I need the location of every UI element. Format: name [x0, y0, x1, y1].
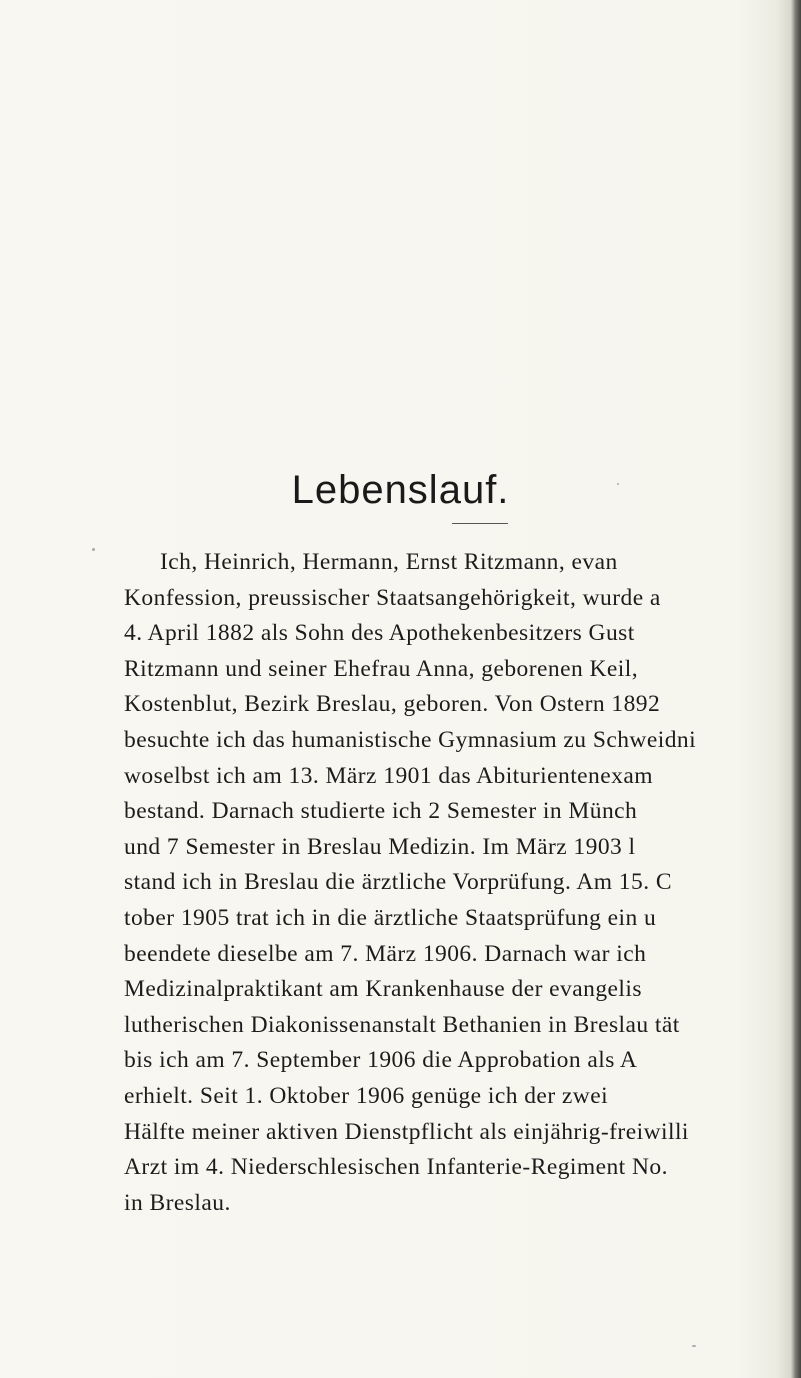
paper-speck	[692, 1345, 696, 1347]
body-line: bestand. Darnach studierte ich 2 Semester in Münch	[124, 798, 638, 825]
body-line: bis ich am 7. September 1906 die Approbation als A	[124, 1047, 638, 1074]
body-line: 4. April 1882 als Sohn des Apothekenbesitzers Gust	[124, 620, 635, 647]
body-line: und 7 Semester in Breslau Medizin. Im März 1903 l	[124, 833, 636, 860]
document-body	[124, 545, 794, 1221]
title-divider	[452, 523, 508, 524]
body-line: tober 1905 trat ich in die ärztliche Staatsprüfung ein u	[124, 904, 657, 931]
body-line: Ritzmann und seiner Ehefrau Anna, geborenen Keil,	[124, 655, 639, 682]
body-line: Ich, Heinrich, Hermann, Ernst Ritzmann, evan	[160, 549, 618, 575]
body-line: beendete dieselbe am 7. März 1906. Darnach war ich	[124, 940, 647, 967]
body-line: erhielt. Seit 1. Oktober 1906 genüge ich der zwei	[124, 1082, 609, 1109]
body-line: woselbst ich am 13. März 1901 das Abiturientenexam	[124, 762, 653, 789]
body-line: Medizinalpraktikant am Krankenhause der evangelis	[124, 976, 642, 1003]
body-line: in Breslau.	[124, 1189, 231, 1216]
body-line: besuchte ich das humanistische Gymnasium zu Schweidni	[124, 726, 697, 753]
body-line: stand ich in Breslau die ärztliche Vorprüfung. Am 15. C	[124, 869, 672, 896]
body-line: Arzt im 4. Niederschlesischen Infanterie-Regiment No.	[124, 1154, 668, 1181]
paper-speck	[617, 483, 619, 485]
body-line: lutherischen Diakonissenanstalt Bethanien in Breslau tät	[124, 1011, 680, 1038]
body-line: Kostenblut, Bezirk Breslau, geboren. Von Ostern 1892	[124, 691, 661, 718]
body-line: Konfession, preussischer Staatsangehörigkeit, wurde a	[124, 584, 661, 611]
paper-speck	[92, 548, 95, 551]
body-line: Hälfte meiner aktiven Dienstpflicht als einjährig-freiwilli	[124, 1118, 689, 1145]
document-title: Lebenslauf.	[291, 468, 510, 512]
